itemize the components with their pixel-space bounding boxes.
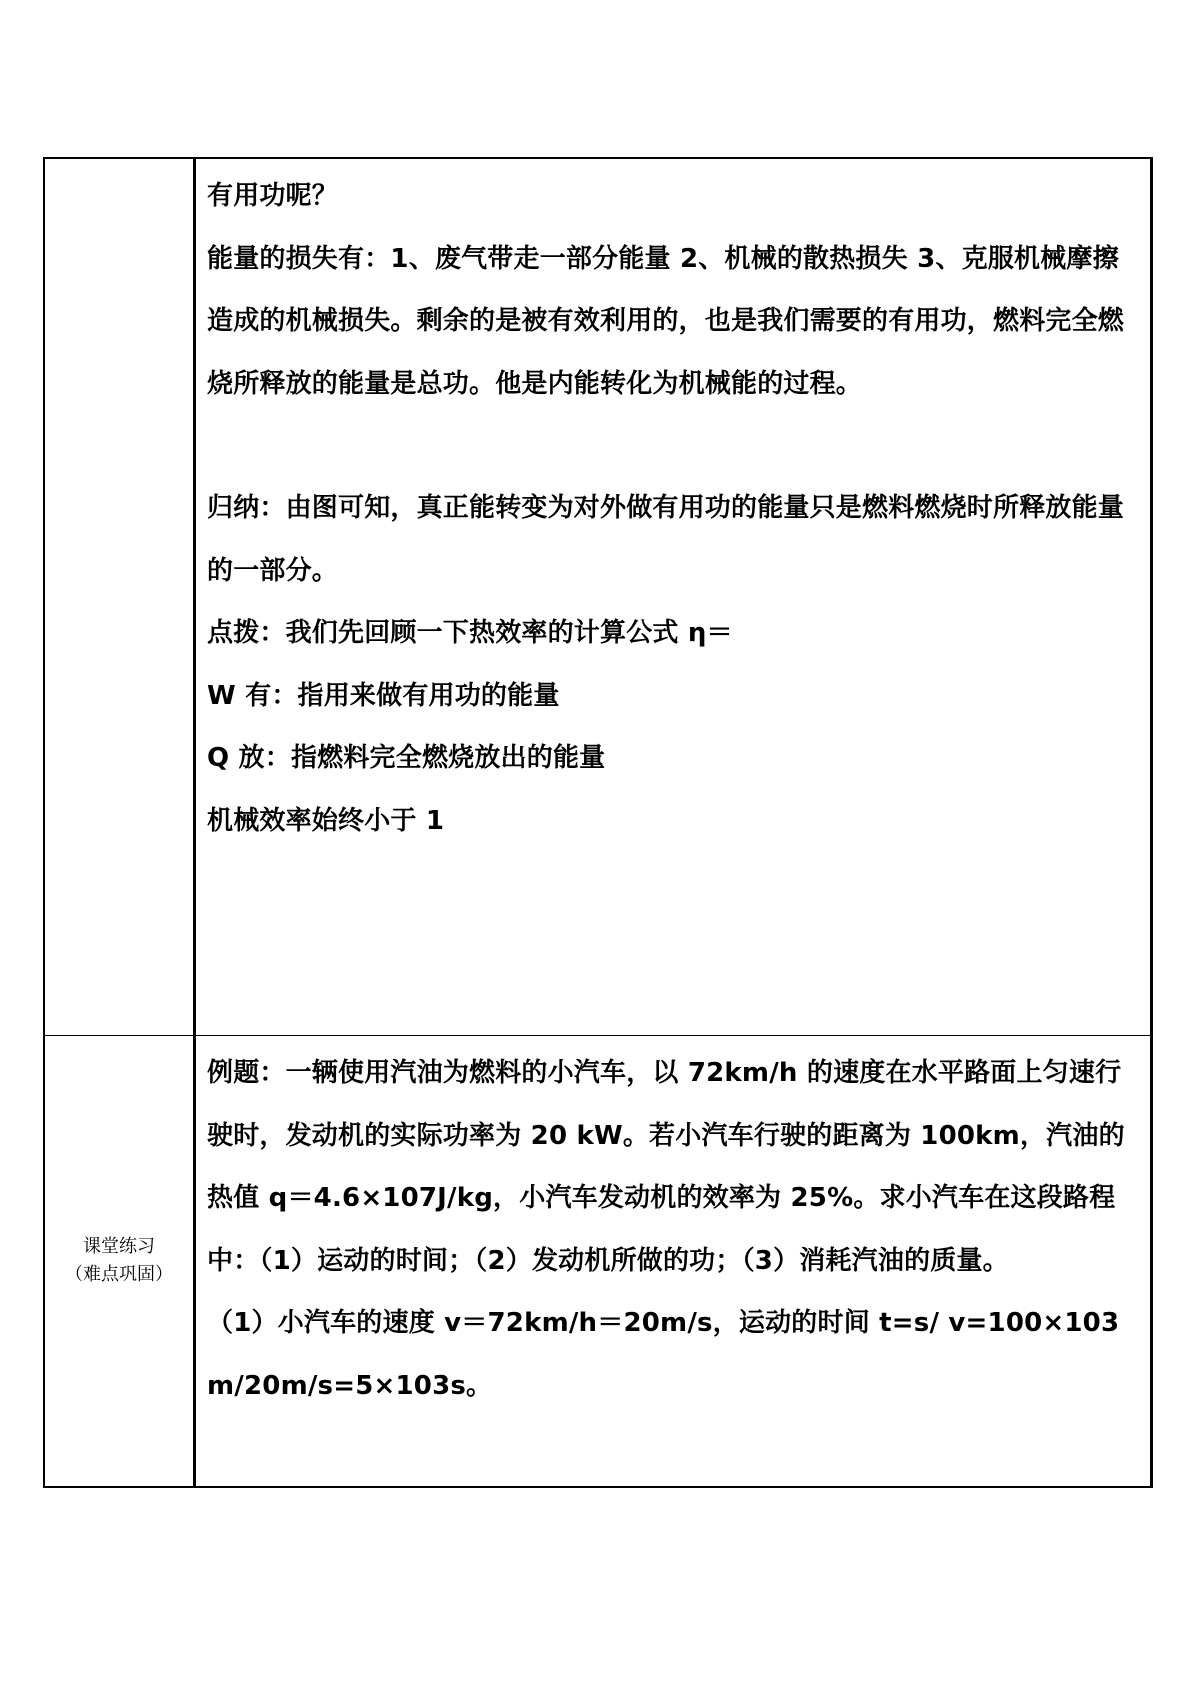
table-row — [44, 158, 1152, 1036]
row-label-line2: （难点巩固） — [65, 1264, 173, 1285]
paragraph: 能量的损失有：1、废气带走一部分能量 2、机械的散热损失 3、克服机械摩擦造成的机械损失。剩余的是被有效利用的，也是我们需要的有用功，燃料完全燃烧所释放的能量是总功。他是内能转化为机械能的过程。 — [207, 243, 1125, 399]
paragraph: 例题：一辆使用汽油为燃料的小汽车，以 72km/h 的速度在水平路面上匀速行驶时，发动机的实际功率为 20 kW。若小汽车行驶的距离为 100km，汽油的热值 q＝4.6×107J/kg，小汽车发动机的效率为 25%。求小汽车在这段路程中：（1）运动的时间；（2）发动机所做的功；（3）消耗汽油的质量。 — [207, 1058, 1125, 1276]
table-row — [44, 1036, 1152, 1488]
row-label-line1: 课堂练习 — [83, 1236, 155, 1257]
row-content-cell — [195, 1036, 1152, 1488]
paragraph: Q 放：指燃料完全燃烧放出的能量 — [207, 743, 606, 773]
lesson-table — [43, 157, 1153, 1488]
paragraph: 点拨：我们先回顾一下热效率的计算公式 η＝ — [207, 618, 733, 648]
paragraph: （1）小汽车的速度 v＝72km/h＝20m/s，运动的时间 t=s/ v=100×103m/20m/s=5×103s。 — [207, 1308, 1120, 1401]
paragraph: 有用功呢？ — [207, 181, 339, 211]
row-content — [196, 1036, 1150, 1417]
row-label-cell — [44, 158, 195, 1036]
blank-gap — [207, 415, 1144, 477]
row-content — [196, 159, 1150, 852]
paragraph: 机械效率始终小于 1 — [207, 805, 445, 836]
row-label-cell — [44, 1036, 195, 1488]
paragraph: W 有：指用来做有用功的能量 — [207, 680, 560, 711]
paragraph: 归纳：由图可知，真正能转变为对外做有用功的能量只是燃料燃烧时所释放能量的一部分。 — [207, 493, 1125, 586]
row-content-cell — [195, 158, 1152, 1036]
